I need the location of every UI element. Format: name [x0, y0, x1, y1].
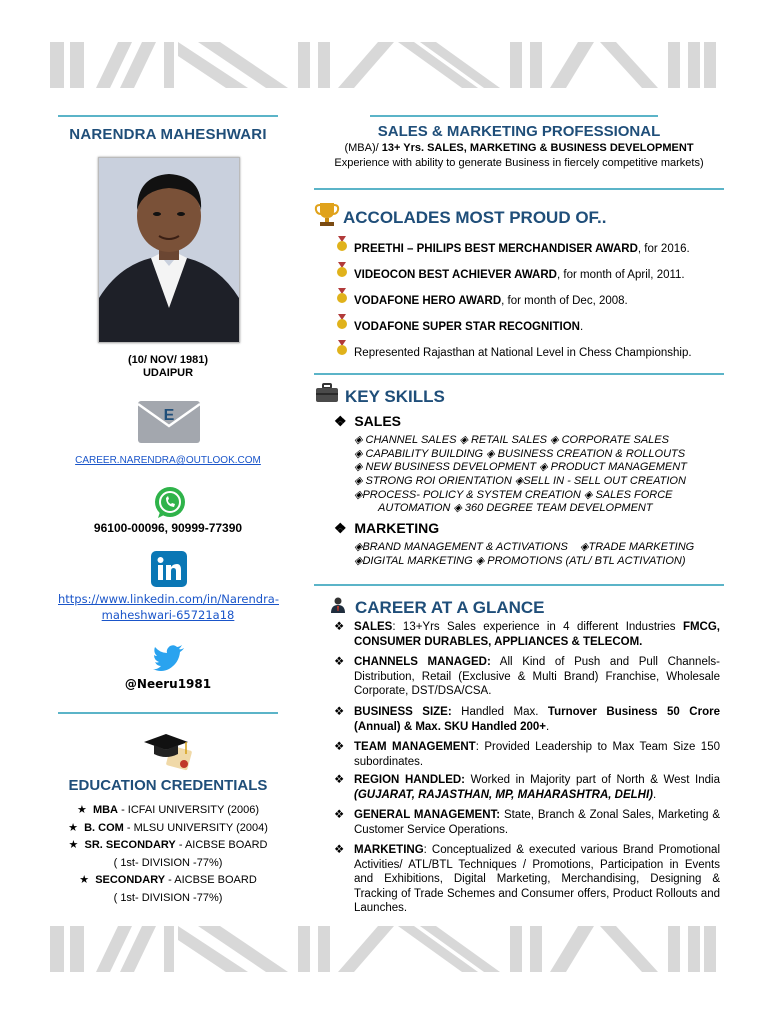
phone-numbers: 96100-00096, 90999-77390: [93, 521, 243, 535]
career-item: [334, 655, 720, 699]
medal-icon: [336, 288, 350, 307]
institution: - AICBSE BOARD: [165, 874, 257, 886]
divider: [58, 712, 278, 714]
career-text: State, Branch & Zonal Sales, Marketing & Customer Service Operations.: [354, 809, 720, 836]
headline-subtitle: [314, 142, 724, 154]
skill-line: AUTOMATION ◈ 360 DEGREE TEAM DEVELOPMENT: [354, 502, 653, 514]
career-emphasis: Turnover Business 50 Crore (Annual) & Max. SKU Handled 200+: [354, 706, 720, 733]
medal-icon: [336, 314, 350, 333]
career-text: : Provided Leadership to Max Team Size 150 subordinates.: [354, 741, 720, 768]
education-item: ★ B. COM - MLSU UNIVERSITY (2004): [68, 821, 268, 834]
bullet-icon: ❖: [334, 656, 345, 668]
key-skills-title: KEY SKILLS: [345, 387, 445, 406]
divider: [314, 188, 724, 190]
career-text: Handled Max.: [451, 706, 548, 718]
skills-marketing-label: MARKETING: [354, 520, 440, 536]
career-label: TEAM MANAGEMENT: [354, 741, 476, 753]
career-label: BUSINESS SIZE:: [354, 706, 452, 718]
whatsapp-icon: [152, 485, 188, 526]
education-detail: ( 1st- DIVISION -77%): [113, 856, 223, 869]
award-item: [336, 262, 685, 281]
award-name: VODAFONE SUPER STAR RECOGNITION: [354, 321, 580, 333]
city: UDAIPUR: [142, 367, 194, 379]
medal-icon: [336, 340, 350, 359]
divider: [314, 584, 724, 586]
subtitle-bold: 13+ Yrs. SALES, MARKETING & BUSINESS DEVELOPMENT: [381, 142, 694, 154]
email-icon: [137, 400, 201, 449]
skill-line: ◈ CHANNEL SALES ◈ RETAIL SALES ◈ CORPORATE SALES: [354, 434, 669, 446]
career-text: All Kind of Push and Pull Channels- Distribution, Retail (Exclusive & Multi Brand) Franchise, Wholesale Corporate, DST/DSA/CSA.: [354, 656, 720, 697]
education-item: ★ SECONDARY - AICBSE BOARD: [79, 874, 257, 886]
career-text-end: .: [546, 720, 550, 733]
career-title: CAREER AT A GLANCE: [355, 598, 545, 617]
svg-text:E: E: [163, 407, 175, 424]
decorative-band-bottom: [48, 926, 718, 972]
skill-line: ◈ NEW BUSINESS DEVELOPMENT ◈ PRODUCT MANAGEMENT: [354, 461, 687, 473]
bullet-icon: ❖: [334, 774, 345, 786]
institution: - AICBSE BOARD: [175, 839, 268, 851]
trophy-icon: [314, 201, 340, 232]
award-item: [336, 288, 628, 307]
career-item: [334, 843, 720, 916]
headline-title: SALES & MARKETING PROFESSIONAL: [377, 123, 661, 140]
career-emphasis: (GUJARAT, RAJASTHAN, MP, MAHARASHTRA, DELHI): [354, 788, 653, 801]
subtitle-prefix: (MBA)/: [344, 142, 382, 154]
career-label: MARKETING: [354, 844, 424, 856]
education-item: ★ MBA - ICFAI UNIVERSITY (2006): [76, 804, 260, 816]
medal-icon: [336, 262, 350, 281]
award-description: Represented Rajasthan at National Level in Chess Championship.: [354, 347, 692, 359]
career-text: : 13+Yrs Sales experience in 4 different Industries: [392, 621, 683, 633]
divider: [314, 373, 724, 375]
candidate-name: NARENDRA MAHESHWARI: [69, 126, 267, 143]
skill-line: ◈ CAPABILITY BUILDING ◈ BUSINESS CREATION & ROLLOUTS: [354, 448, 686, 460]
career-text: Worked in Majority part of North & West India: [465, 774, 720, 786]
award-date: , for month of April, 2011.: [556, 269, 685, 281]
skills-sales-label: SALES: [354, 413, 402, 429]
education-detail: ( 1st- DIVISION -77%): [113, 891, 223, 904]
award-name: PREETHI – PHILIPS BEST MERCHANDISER AWARD: [354, 243, 638, 255]
education-title: EDUCATION CREDENTIALS: [68, 777, 268, 794]
skills-marketing-heading: ❖ MARKETING: [334, 520, 440, 536]
education-list: [58, 802, 278, 907]
education-item: ★ SR. SECONDARY - AICBSE BOARD: [68, 839, 268, 851]
twitter-icon: [153, 645, 185, 676]
award-item: [336, 340, 692, 359]
accolades-title: ACCOLADES MOST PROUD OF..: [343, 208, 607, 227]
graduation-cap-icon: [142, 730, 194, 777]
medal-icon: [336, 236, 350, 255]
headline-description: Experience with ability to generate Business in fiercely competitive markets): [334, 157, 704, 169]
bullet-icon: ❖: [334, 621, 345, 633]
award-name: VODAFONE HERO AWARD: [354, 295, 502, 307]
career-item: [334, 808, 720, 837]
profile-photo: [98, 157, 240, 343]
award-name: VIDEOCON BEST ACHIEVER AWARD: [354, 269, 557, 281]
linkedin-url-line2[interactable]: maheshwari-65721a18: [101, 608, 235, 622]
bullet-icon: ❖: [334, 809, 345, 821]
award-item: [336, 314, 583, 333]
career-text-end: .: [653, 788, 657, 801]
institution: - MLSU UNIVERSITY (2004): [123, 821, 268, 834]
linkedin-link[interactable]: [58, 591, 278, 623]
career-item: [334, 740, 720, 769]
career-label: SALES: [354, 621, 393, 633]
divider: [58, 115, 278, 117]
linkedin-url-line1[interactable]: https://www.linkedin.com/in/Narendra-: [58, 592, 279, 606]
award-date: , for month of Dec, 2008.: [501, 295, 628, 307]
career-label: GENERAL MANAGEMENT:: [354, 809, 501, 821]
person-icon: [331, 597, 345, 618]
award-item: [336, 236, 690, 255]
divider: [370, 115, 658, 117]
career-item: [334, 773, 720, 802]
degree: MBA: [92, 804, 119, 816]
linkedin-icon: [151, 551, 187, 592]
decorative-band-top: [48, 42, 718, 88]
birth-info: [58, 354, 278, 380]
career-item: [334, 705, 720, 734]
email-link[interactable]: CAREER.NARENDRA@OUTLOOK.COM: [75, 455, 261, 466]
career-label: REGION HANDLED:: [354, 774, 465, 786]
bullet-icon: ❖: [334, 741, 345, 753]
institution: - ICFAI UNIVERSITY (2006): [118, 804, 260, 816]
career-emphasis: FMCG, CONSUMER DURABLES, APPLIANCES & TELECOM.: [354, 621, 720, 648]
bullet-icon: ❖: [334, 706, 345, 718]
twitter-handle: @Neeru1981: [124, 677, 212, 691]
skills-sales-heading: ❖ SALES: [334, 413, 402, 429]
award-date: , for 2016.: [637, 243, 690, 255]
briefcase-icon: [315, 383, 339, 408]
career-item: [334, 620, 720, 649]
degree: B. COM: [84, 821, 124, 834]
degree: SECONDARY: [95, 874, 166, 886]
skill-line: ◈DIGITAL MARKETING ◈ PROMOTIONS (ATL/ BTL ACTIVATION): [354, 555, 686, 567]
career-text: : Conceptualized & executed various Brand Promotional Activities/ ATL/BTL Techniques / Promotions, Participation in Events and Exhibitions, Digital Marketing, Merchandising, Designing & Tracking of Trade Schemes and Consumer offers, Product Rollouts and Launches.: [354, 844, 720, 914]
award-date: .: [579, 321, 584, 333]
degree: SR. SECONDARY: [84, 839, 176, 851]
bullet-icon: ❖: [334, 844, 345, 856]
skill-line: ◈ STRONG ROI ORIENTATION ◈SELL IN - SELL OUT CREATION: [354, 475, 686, 487]
date-of-birth: (10/ NOV/ 1981): [127, 354, 209, 366]
skill-line: ◈BRAND MANAGEMENT & ACTIVATIONS ◈TRADE MARKETING: [354, 541, 695, 553]
career-label: CHANNELS MANAGED:: [354, 656, 491, 668]
skill-line: ◈PROCESS- POLICY & SYSTEM CREATION ◈ SALES FORCE: [354, 489, 673, 501]
